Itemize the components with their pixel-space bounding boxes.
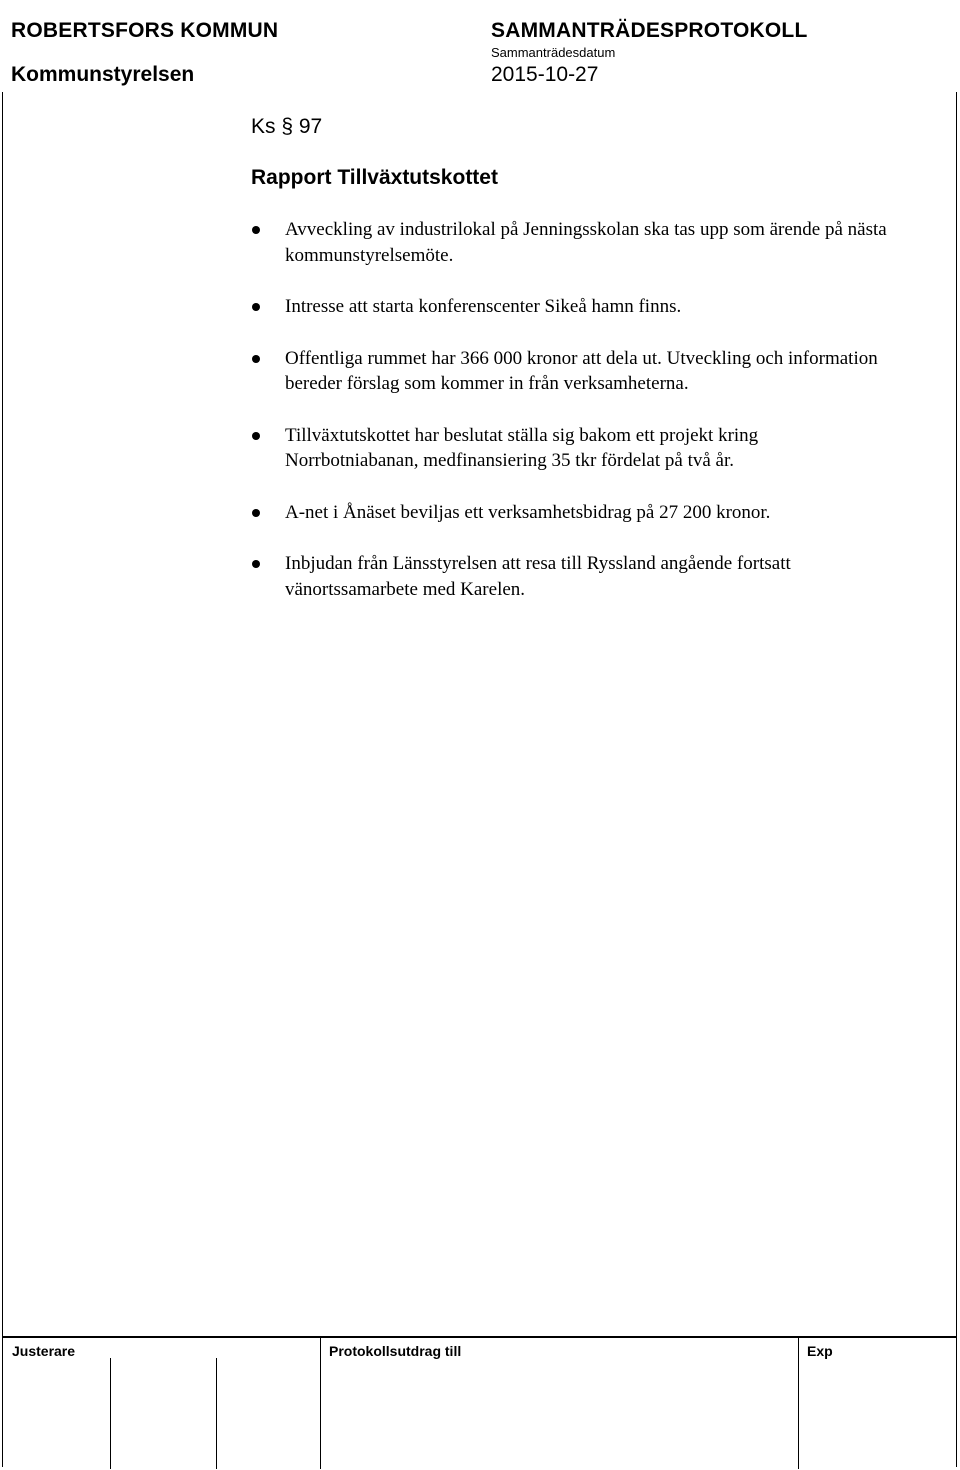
list-item-text: Intresse att starta konferenscenter Sikeå hamn finns.: [285, 296, 682, 317]
footer-column-divider: [798, 1338, 799, 1469]
report-bullet-list: [251, 217, 891, 628]
section-title: Rapport Tillväxtutskottet: [251, 166, 498, 189]
list-item-text: A-net i Ånäset beviljas ett verksamhetsbidrag på 27 200 kronor.: [285, 501, 771, 523]
list-item-text: Tillväxtutskottet har beslutat ställa sig bakom ett projekt kring Norrbotniabanan, medfinansiering 35 tkr fördelat på två år.: [285, 424, 759, 471]
bullet-icon: [252, 355, 260, 363]
bullet-icon: [252, 432, 260, 440]
meeting-date-label: Sammanträdesdatum: [491, 45, 616, 60]
justerare-label: Justerare: [12, 1343, 76, 1359]
signature-box-divider: [216, 1358, 217, 1469]
page-frame-left-border: [2, 92, 3, 1336]
exp-label: Exp: [807, 1343, 833, 1359]
signature-box-divider: [110, 1358, 111, 1469]
page-frame-right-border: [956, 92, 957, 1336]
committee-name: Kommunstyrelsen: [11, 63, 195, 86]
protokollsutdrag-label: Protokollsutdrag till: [329, 1343, 462, 1359]
bullet-icon: [252, 303, 260, 311]
document-type: SAMMANTRÄDESPROTOKOLL: [491, 19, 808, 42]
list-item: [251, 346, 891, 397]
list-item-text: Offentliga rummet har 366 000 kronor att dela ut. Utveckling och information bereder förslag som kommer in från verksamheterna.: [285, 347, 878, 394]
list-item: [251, 217, 891, 268]
list-item: [251, 551, 891, 602]
list-item: [251, 423, 891, 474]
footer-column-divider: [320, 1338, 321, 1469]
bullet-icon: [252, 226, 260, 234]
list-item: [251, 294, 891, 320]
municipality-name: ROBERTSFORS KOMMUN: [11, 19, 279, 42]
signature-footer: [2, 1336, 957, 1467]
list-item-text: Avveckling av industrilokal på Jenningsskolan ska tas upp som ärende på nästa kommunstyrelsemöte.: [285, 219, 887, 266]
list-item: [251, 500, 891, 526]
bullet-icon: [252, 560, 260, 568]
list-item-text: Inbjudan från Länsstyrelsen att resa till Ryssland angående fortsatt vänortssamarbete med Karelen.: [285, 553, 791, 600]
bullet-icon: [252, 509, 260, 517]
meeting-date: 2015-10-27: [491, 63, 599, 86]
section-number: Ks § 97: [251, 115, 323, 138]
